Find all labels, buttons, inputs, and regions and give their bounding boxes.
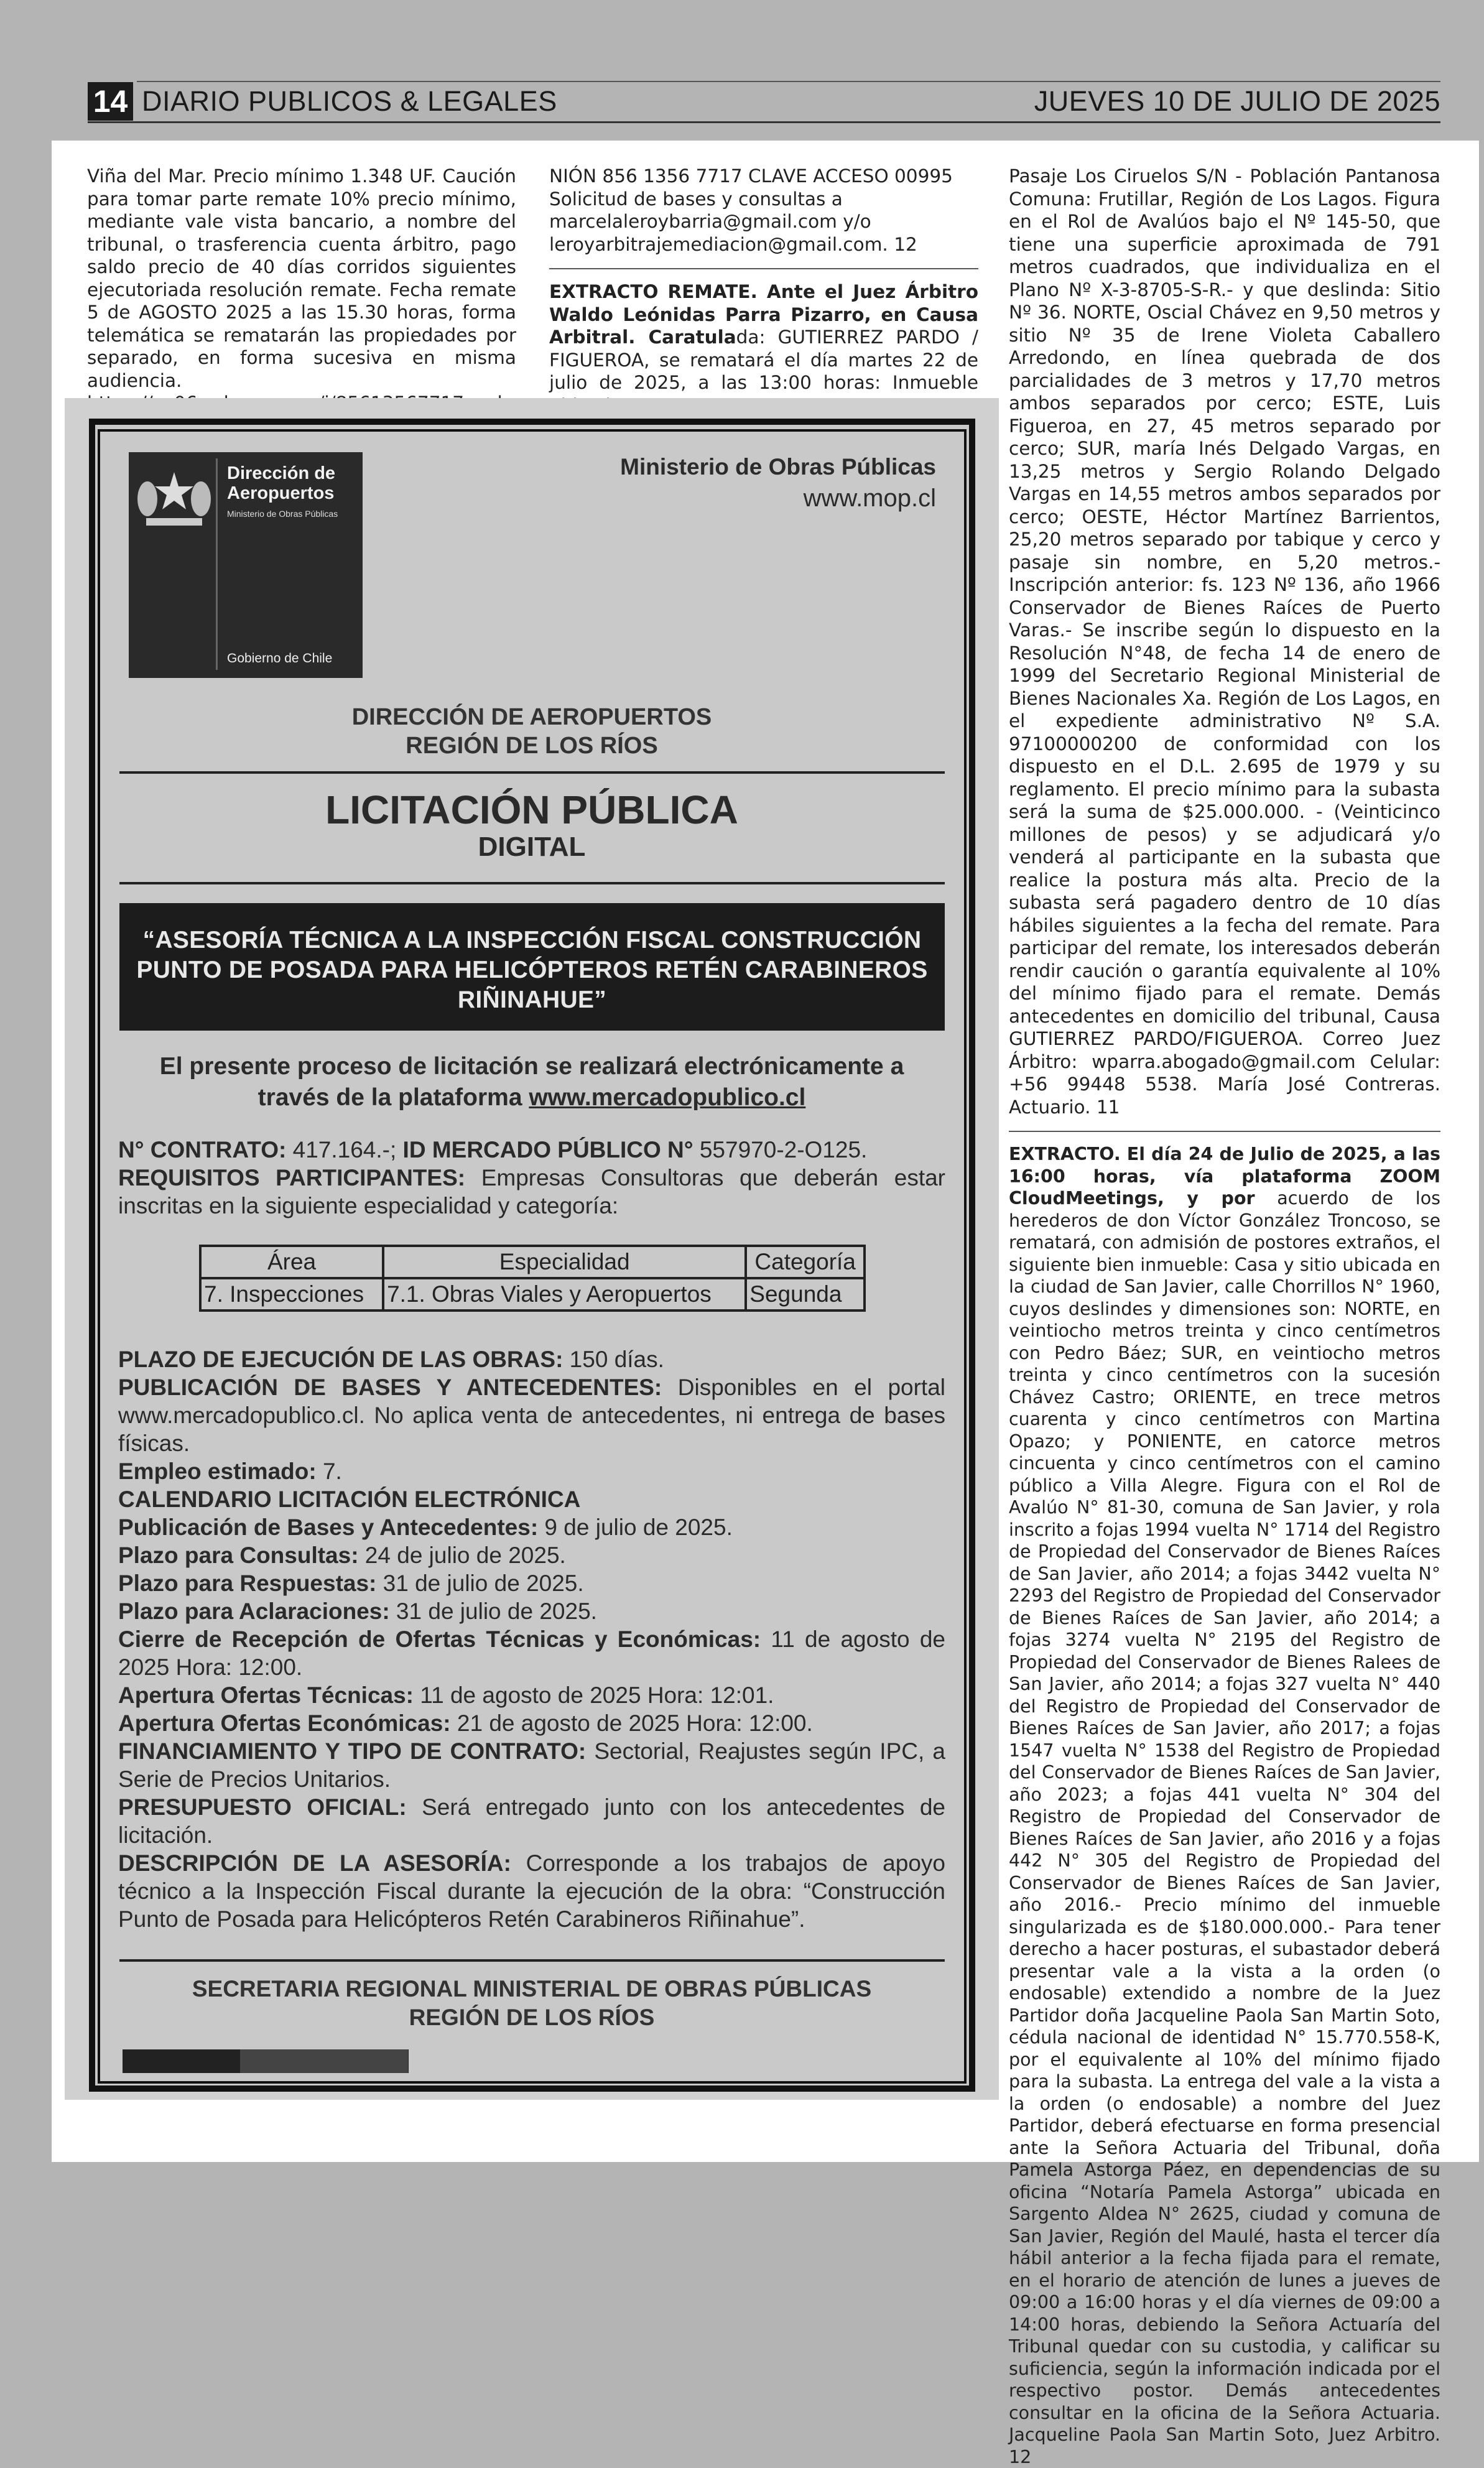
table-cell: 7.1. Obras Viales y Aeropuertos [383, 1278, 746, 1311]
ministry-website: www.mop.cl [803, 485, 936, 512]
table-header: Categoría [746, 1246, 865, 1278]
extracto-remate-body: da: GUTIERREZ PARDO / FIGUEROA, se rematará el día martes 22 de julio de 2025, a las 13:00 horas: Inmueble [549, 327, 978, 393]
ad-rule-1 [119, 771, 945, 774]
logo-gobierno: Gobierno de Chile [227, 651, 333, 666]
project-banner: “ASESORÍA TÉCNICA A LA INSPECCIÓN FISCAL CONSTRUCCIÓN PUNTO DE POSADA PARA HELICÓPTEROS RETÉN CARABINEROS RIÑINAHUE” [119, 903, 945, 1031]
column-3 [1009, 165, 1440, 2468]
licitacion-details: PLAZO DE EJECUCIÓN DE LAS OBRAS: 150 días. PUBLICACIÓN DE BASES Y ANTECEDENTES: Disponibles en el portal www.mercadopublico.cl. No aplica venta de antecedentes, ni entrega de bases físicas. Empleo estimado: 7. CALENDARIO LICITACIÓN ELECTRÓNICA Publicación de Bases y Antecedentes: 9 de julio de 2025. Plazo para Consultas: 24 de julio de 2025. Plazo para Respuestas: 31 de julio de 2025. Plazo para Aclaraciones: 31 de julio de 2025. Cierre de Recepción de Ofertas Técnicas y Económicas: 11 de agosto de 2025 Hora: 12:00. Apertura Ofertas Técnicas: 11 de agosto de 2025 Hora: 12:01. Apertura Ofertas Económicas: 21 de agosto de 2025 Hora: 12:00. FINANCIAMIENTO Y TIPO DE CONTRATO: Sectorial, Reajustes según IPC, a Serie de Precios Unitarios. PRESUPUESTO OFICIAL: Será entregado junto con los antecedentes de licitación. DESCRIPCIÓN DE LA ASESORÍA: Corresponde a los trabajos de apoyo técnico a la Inspección Fiscal durante la ejecución de la obra: “Construcción Punto de Posada para Helicópteros Retén Carabineros Riñinahue”. [118, 1347, 946, 1932]
direccion-aeropuertos-logo [129, 452, 363, 678]
mercadopublico-link[interactable]: www.mercadopublico.cl [529, 1084, 806, 1111]
extracto-san-javier [1009, 1143, 1440, 2468]
ministry-name: Ministerio de Obras Públicas [620, 454, 936, 480]
remate-continuation-2: NIÓN 856 1356 7717 CLAVE ACCESO 00995 Solicitud de bases y consultas a marcelaleroybarria@gmail.com y/o leroyarbitrajemediacion@gmail.com. 12 [549, 165, 953, 255]
ad-rule-2 [119, 882, 945, 884]
logo-divider [216, 458, 218, 670]
licitacion-title: LICITACIÓN PÚBLICA [325, 787, 738, 832]
header-top-rule [137, 81, 1440, 82]
logo-name: Dirección de Aeropuertos [227, 463, 336, 503]
column-2 [549, 165, 978, 417]
article-separator [1009, 1131, 1440, 1132]
table-header: Especialidad [383, 1246, 746, 1278]
header-rule [88, 121, 1440, 123]
table-cell: Segunda [746, 1278, 865, 1311]
ad-rule-3 [119, 1959, 945, 1962]
extracto-remate-lead: EXTRACTO REMATE. Ante el Juez Árbitro Waldo Leónidas Parra Pizarro, en Causa Arbitral. Caratula [549, 281, 978, 348]
seremi-footer: SECRETARIA REGIONAL MINISTERIAL DE OBRAS PÚBLICAS REGIÓN DE LOS RÍOS [192, 1976, 872, 2030]
newspaper-title: DIARIO PUBLICOS & LEGALES [142, 85, 557, 117]
decorative-bar [240, 2049, 408, 2073]
table-header: Área [200, 1246, 383, 1278]
chile-coat-of-arms-icon [134, 465, 215, 533]
page-number: 14 [88, 82, 133, 121]
extracto-san-javier-lead: EXTRACTO. El día 24 de Julio de 2025, a las 16:00 horas, vía plataforma ZOOM CloudMeetings, y por [1009, 1144, 1440, 1208]
article-separator [549, 268, 978, 269]
licitacion-subtitle: DIGITAL [478, 832, 586, 862]
extracto-remate [549, 281, 978, 417]
contract-block: N° CONTRATO: 417.164.-; ID MERCADO PÚBLICO N° 557970-2-O125. REQUISITOS PARTICIPANTES: Empresas Consultoras que deberán estar inscritas en la siguiente especialidad y categoría: [118, 1137, 945, 1218]
electronic-process-note: El presente proceso de licitación se realizará electrónicamente a través de la plataforma www.mercadopublico.cl [159, 1053, 904, 1111]
logo-subtitle: Ministerio de Obras Públicas [227, 509, 338, 519]
table-header-row [200, 1246, 865, 1278]
remate-frutillar: Pasaje Los Ciruelos S/N - Población Pantanosa Comuna: Frutillar, Región de Los Lagos. Figura en el Rol de Avalúos bajo el Nº 145-50, que tiene una superficie aproximada de 791 metros cuadrados, que individualiza en el Plano Nº X-3-8705-S-R.- y que deslinda: Sitio Nº 36. NORTE, Oscial Chávez en 9,50 metros y sitio Nº 35 de Irene Violeta Caballero Arredondo, en línea quebrada de dos parcialidades de 3 metros y 17,70 metros ambos separados por cerco; ESTE, Luis Figueroa, en 27, 45 metros separado por cerco; SUR, maría Inés Delgado Vargas, en 13,25 metros y Sergio Rolando Delgado Vargas en 14,55 metros ambos separados por cerco; OESTE, Héctor Martínez Barrientos, 25,20 metros separado por tabique y cerco y pasaje sin nombre, en 5,20 metros.- Inscripción anterior: fs. 123 Nº 136, año 1966 Conservador de Bienes Raíces de Puerto Varas.- Se inscribe según lo dispuesto en la Resolución N°48, de fecha 14 de enero de 1999 del Secretario Regional Ministerial de Bienes Nacionales Xa. Región de Los Lagos, en el expediente administrativo Nº S.A. 97100000200 de conformidad con los dispuesto en el D.L. 2.695 de 1979 y su reglamento. El precio mínimo para la subasta será la suma de $25.000.000. - (Veinticinco millones de pesos) y se adjudicará y/o venderá al participante en la subasta que realice la postura más alta. Precio de la subasta será pagadero dentro de 10 días hábiles siguientes a la fecha del remate. Para participar del remate, los interesados deberán rendir caución o garantía equivalente al 10% del mínimo fijado para el remate. Demás antecedentes en domicilio del tribunal, Causa GUTIERREZ PARDO/FIGUEROA. Correo Juez Árbitro: wparra.abogado@gmail.com Celular: +56 99448 5538. María José Contreras. Actuario. 11 [1009, 165, 1440, 1118]
remate-continuation: Viña del Mar. Precio mínimo 1.348 UF. Caución para tomar parte remate 10% precio mínimo, mediante vale vista bancario, a nombre del tribunal, o trasferencia cuenta árbitro, pago saldo precio de 40 días corridos siguientes ejecutoriada resolución remate. Fecha remate 5 de AGOSTO 2025 a las 15.30 horas, forma telemática se rematarán las propiedades por separado, en forma sucesiva en misma audiencia. [87, 165, 516, 391]
extracto-san-javier-body: acuerdo de los herederos de don Víctor González Troncoso, se rematará, con admisión de postores extraños, el siguiente bien inmueble: Casa y sitio ubicada en la ciudad de San Javier, calle Chorrillos N° 1960, cuyos deslindes y dimensiones son: NORTE, en veintiocho metros treinta y cinco centímetros con Pedro Báez; SUR, en veintiocho metros treinta y cinco centímetros con la sucesión Chávez Castro; ORIENTE, en trece metros cuarenta y cinco centímetros con Martina Opazo; y PONIENTE, en catorce metros cincuenta y cinco centímetros con el camino público a Villa Alegre. Figura con el Rol de Avalúo N° 81-30, comuna de San Javier, y rola inscrito a fojas 1994 vuelta N° 1714 del Registro de Propiedad del Conservador de Bienes Raíces de San Javier, año 2014; a fojas 3442 vuelta N° 2293 del Registro de Propiedad del Conservador de Bienes Raíces de San Javier, año 2014; a fojas 3274 vuelta N° 2195 del Registro de Propiedad del Conservador de Bienes Ralees de San Javier, año 2014; a fojas 327 vuelta N° 440 del Registro de Propiedad del Conservador de Bienes Raíces de San Javier, año 2017; a fojas 1547 vuelta N° 1538 del Registro de Propiedad del Conservador de Bienes Raíces de San Javier, año 2023; a fojas 441 vuelta N° 304 del Registro de Propiedad del Conservador de Bienes Raíces de San Javier, año 2016 y a fojas 442 N° 305 del Registro de Propiedad del Conservador de Bienes Raíces de San Javier, año 2016.- Precio mínimo del inmueble singularizada es de $180.000.000.- Para tener derecho a hacer posturas, el subastador deberá presentar vale a la vista a la orden (o endosable) extendido a nombre de la Juez Partidor doña Jacqueline Paola San Martin Soto, cédula nacional de identidad N° 15.770.558-K, por el equivalente al 10% del mínimo fijado para la subasta. La entrega del vale a la vista a la orden (o endosable) a nombre del Juez Partidor, deberá efectuarse en forma presencial ante la Señora Actuaria del Tribunal, doña Pamela Astorga Páez, en dependencias de su oficina “Notaría Pamela Astorga” ubicada en Sargento Aldea N° 2625, ciudad y comuna de San Javier, Región del Maulé, hasta el tercer día hábil anterior a la fecha fijada para el remate, en el horario de atención de lunes a jueves de 09:00 a 16:00 horas y el día viernes de 09:00 a 14:00 horas, debiendo la Señora Actuaría del Tribunal quedar con su custodia, y calificar su suficiencia, según la información indicada por el respectivo postor. Demás antecedentes consultar en la oficina de la Señora Actuaria. Jacqueline Paola San Martin Soto, Juez Arbitro. 12 [1009, 1188, 1440, 2467]
direction-heading: DIRECCIÓN DE AEROPUERTOS REGIÓN DE LOS RÍOS [351, 704, 712, 759]
category-table [199, 1245, 866, 1312]
issue-date: JUEVES 10 DE JULIO DE 2025 [1034, 85, 1440, 117]
table-cell: 7. Inspecciones [200, 1278, 383, 1311]
table-row [200, 1278, 865, 1311]
